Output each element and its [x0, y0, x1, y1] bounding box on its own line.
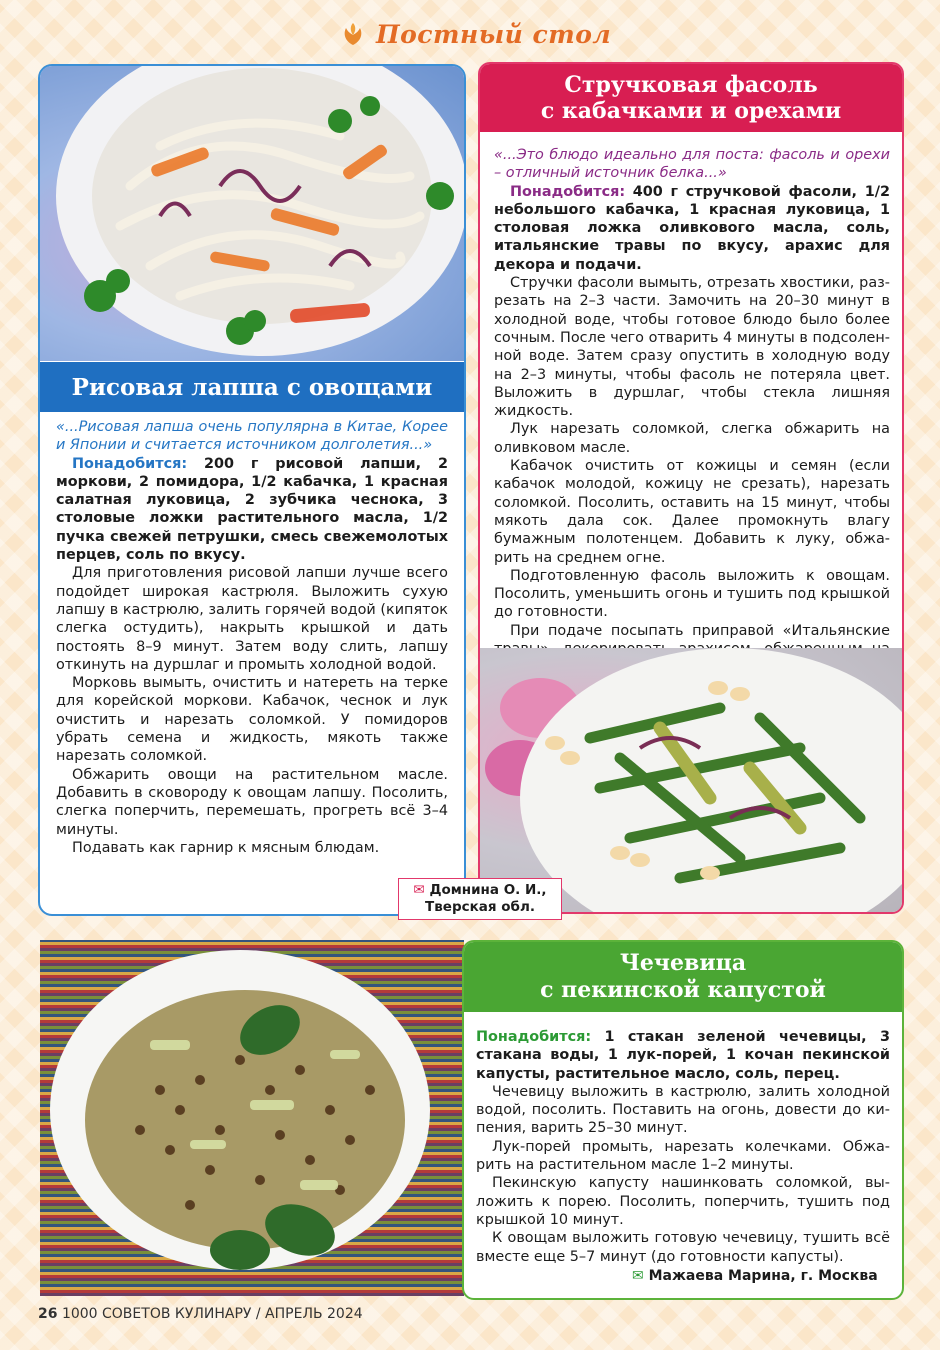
page-number: 26 [38, 1306, 58, 1322]
lentils-photo [40, 940, 464, 1296]
recipe3-step: Чечевицу выложить в кастрюлю, залить холодной водой, посолить. Поставить на огонь, довести до кипения, варить 25–30 минут. [476, 1083, 890, 1137]
recipe-card-green-beans [478, 62, 904, 914]
recipe2-author-name: Домнина О. И., [429, 882, 547, 898]
recipe1-step: Обжарить овощи на растительном масле. Добавить в сковороду к овощам лапшу. Посолить, слегка поперчить, перемешать, прогреть всё 3–4 минуты. [56, 766, 448, 838]
recipe3-ingredient-list: 1 стакан зеленой чечевицы, 3 стакана воды, 1 лук-порей, 1 кочан пекинской капусты, растительное масло, соль, перец. [476, 1029, 890, 1082]
recipe1-step: Подавать как гарнир к мясным блюдам. [72, 839, 380, 856]
recipe2-step: Кабачок очистить от кожицы и семян (если кабачок молодой, кожицу не срезать), нарезать соломкой. Посолить, оставить на 15 минут, чтобы мякоть дала сок. Далее промокнуть влагу бумажным полотенцем. Добавить к луку, обжарить на среднем огне. [494, 458, 890, 566]
recipe1-step: Морковь вымыть, очистить и натереть на терке для корейской моркови. Кабачок, чеснок и лук очистить и нарезать соломкой. У помидоров убрать семена и жидкость, мякоть также нарезать соломкой. [56, 675, 448, 765]
recipe3-author-name: Мажаева Марина, г. Москва [648, 1268, 878, 1284]
recipe2-needs-label: Понадобится: [510, 183, 626, 200]
recipe2-ingredient-list: 400 г стручковой фасоли, 1/2 небольшого кабачка, 1 красная луковица, 1 столовая ложка оливкового масла, соль, итальянские травы по вкусу, арахис для декора и подачи. [494, 183, 890, 273]
magazine-issue: 1000 СОВЕТОВ КУЛИНАРУ / АПРЕЛЬ 2024 [61, 1306, 363, 1322]
recipe2-author-name-line [405, 882, 555, 899]
recipe2-step: Лук нарезать соломкой, слегка обжарить на оливковом масле. [494, 421, 890, 456]
recipe2-ingredients [494, 183, 890, 274]
recipe1-ingredients [56, 455, 448, 565]
recipe3-ingredients [476, 1028, 890, 1083]
recipe1-quote: «...Рисовая лапша очень популярна в Китае, Корее и Японии и считается источником долголетия...» [56, 419, 448, 454]
recipe1-step: Для приготовления рисовой лапши лучше всего подойдет широкая кастрюля. Выложить сухую лапшу в кастрюлю, залить горячей водой (кипяток слегка остудить), накрыть крышкой и дать постоять 8–9 минут. Затем воду слить, лапшу откинуть на дуршлаг и промыть холодной водой. [56, 565, 448, 673]
flower-icon [340, 21, 366, 47]
recipe3-title-line1: Чечевица [619, 950, 747, 976]
recipe1-text [56, 418, 448, 857]
recipe2-title-banner [480, 64, 902, 132]
recipe2-step: Стручки фасоли вымыть, отрезать хвостики, разрезать на 2–3 части. Замочить на 20–30 минут в холодной воде, чтобы готовое блюдо было более сочным. После чего отварить 4 минуты в подсоленной воде. Затем сразу опустить в холодную воду на 2–3 минуты, чтобы фасоль не потеряла цвет. Выложить в дуршлаг, чтобы стекла лишняя жидкость. [494, 275, 890, 420]
recipe3-author [632, 1268, 878, 1284]
recipe2-quote: «...Это блюдо идеально для поста: фасоль и орехи – отличный источник белка...» [494, 147, 890, 182]
recipe2-text [494, 146, 890, 677]
mail-icon: ✉ [632, 1268, 644, 1284]
recipe3-text [476, 1028, 890, 1266]
recipe2-title-line1: Стручковая фасоль [564, 72, 818, 98]
recipe-card-rice-noodles [38, 64, 466, 916]
recipe-card-lentils [462, 940, 904, 1300]
recipe3-step: Пекинскую капусту нашинковать соломкой, выложить к порею. Посолить, поперчить, тушить под крышкой 10 минут. [476, 1175, 890, 1228]
section-header [340, 14, 611, 54]
recipe1-needs-label: Понадобится: [72, 455, 188, 472]
recipe2-step: При подаче посыпать приправой «Итальянские [510, 622, 890, 639]
green-beans-photo [480, 648, 902, 912]
recipe3-title-banner [464, 942, 902, 1012]
recipe3-step: К овощам выложить готовую чечевицу, тушить всё вместе еще 5–7 минут (до готовности капусты). [476, 1230, 890, 1265]
recipe2-step: Подготовленную фасоль выложить к овощам. Посолить, уменьшить огонь и тушить под крышкой до готовности. [494, 567, 890, 621]
rice-noodles-photo [40, 66, 464, 361]
section-title: Постный стол [376, 19, 612, 49]
page-footer [38, 1306, 363, 1322]
recipe3-title-line2: с пекинской капустой [540, 977, 826, 1003]
recipe2-author-region: Тверская обл. [425, 899, 535, 915]
recipe3-needs-label: Понадобится: [476, 1029, 592, 1045]
recipe1-title-banner [38, 362, 466, 412]
recipe1-title: Рисовая лапша с овощами [71, 373, 433, 401]
recipe1-ingredient-list: 200 г рисовой лапши, 2 моркови, 2 помидора, 1/2 кабачка, 1 красная салатная луковица, 2 зубчика чеснока, 3 столовые ложки растительного масла, 1/2 пучка свежей петрушки, смесь свежемолотых перцев, соль по вкусу. [56, 455, 448, 564]
recipe3-step: Лук-порей промыть, нарезать колечками. Обжарить на растительном масле 1–2 минуты. [476, 1138, 890, 1174]
recipe2-title-line2: с кабачками и орехами [540, 98, 842, 124]
recipe2-author-box [398, 878, 562, 920]
mail-icon: ✉ [413, 882, 425, 898]
